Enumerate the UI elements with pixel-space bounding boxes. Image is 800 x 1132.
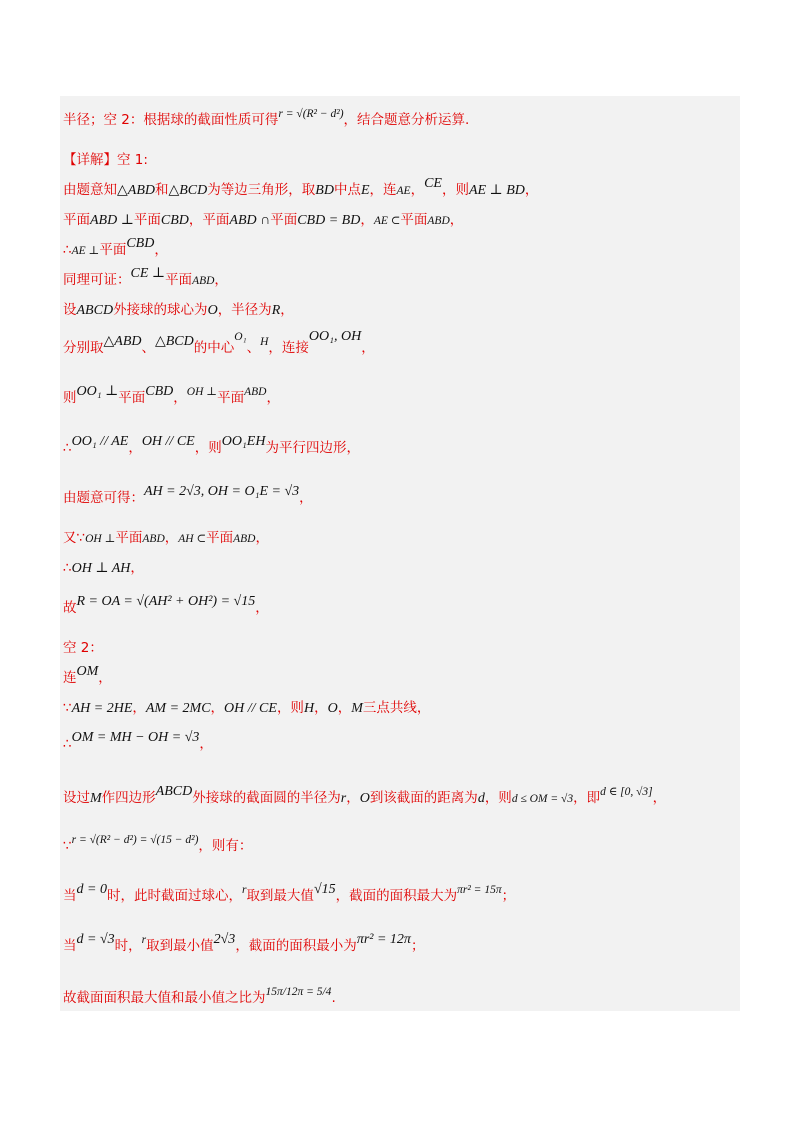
solution-line: 当d = 0时，此时截面过球心，r取到最大值√15，截面的面积最大为πr² = 15π； <box>63 882 516 904</box>
solution-line: 平面ABD ⊥平面CBD，平面ABD ∩平面CBD = BD，AE ⊂平面ABD， <box>63 212 464 228</box>
solution-line: 故R = OA = √(AH² + OH²) = √15， <box>63 594 269 616</box>
solution-line: 由题意可得：AH = 2√3, OH = O₁E = √3， <box>63 484 313 506</box>
solution-panel <box>60 96 740 1011</box>
solution-line: ∴OH ⊥ AH， <box>63 560 144 576</box>
solution-line: ∵r = √(R² − d²) = √(15 − d²)，则有： <box>63 834 253 854</box>
solution-line: 设ABCD外接球的球心为O，半径为R， <box>63 302 294 318</box>
solution-line: ∵AH = 2HE，AM = 2MC，OH // CE，则H，O，M三点共线， <box>63 700 431 716</box>
solution-line: ∴OM = MH − OH = √3， <box>63 730 213 752</box>
solution-line: 则OO₁ ⊥平面CBD，OH ⊥平面ABD， <box>63 384 280 406</box>
analysis-line: 半径；空 2：根据球的截面性质可得r = √(R² − d²)，结合题意分析运算. <box>63 108 470 128</box>
solution-line: 分别取△ABD、△BCD的中心O₁、H，连接OO₁, OH， <box>63 329 375 356</box>
conclusion-line: 故截面面积最大值和最小值之比为15π/12π = 5/4. <box>63 986 336 1006</box>
solution-line: 由题意知△ABD和△BCD为等边三角形，取BD中点E，连AE，CE，则AE ⊥ BD， <box>63 176 539 198</box>
solution-line: 又∵OH ⊥平面ABD，AH ⊂平面ABD， <box>63 530 269 546</box>
blank2-heading: 空 2： <box>63 640 103 656</box>
solution-line: ∴OO₁ // AE，OH // CE，则OO₁EH为平行四边形， <box>63 434 360 456</box>
solution-line: ∴AE ⊥平面CBD， <box>63 236 168 258</box>
detail-heading: 【详解】空 1: <box>63 152 148 168</box>
solution-line: 设过M作四边形ABCD外接球的截面圆的半径为r，O到该截面的距离为d，则d ≤ OM = √3，即d ∈ [0, √3]， <box>63 784 667 806</box>
solution-line: 当d = √3时，r取到最小值2√3，截面的面积最小为πr² = 12π； <box>63 932 425 954</box>
solution-line: 同理可证：CE ⊥平面ABD， <box>63 266 228 288</box>
solution-line: 连OM， <box>63 664 112 686</box>
